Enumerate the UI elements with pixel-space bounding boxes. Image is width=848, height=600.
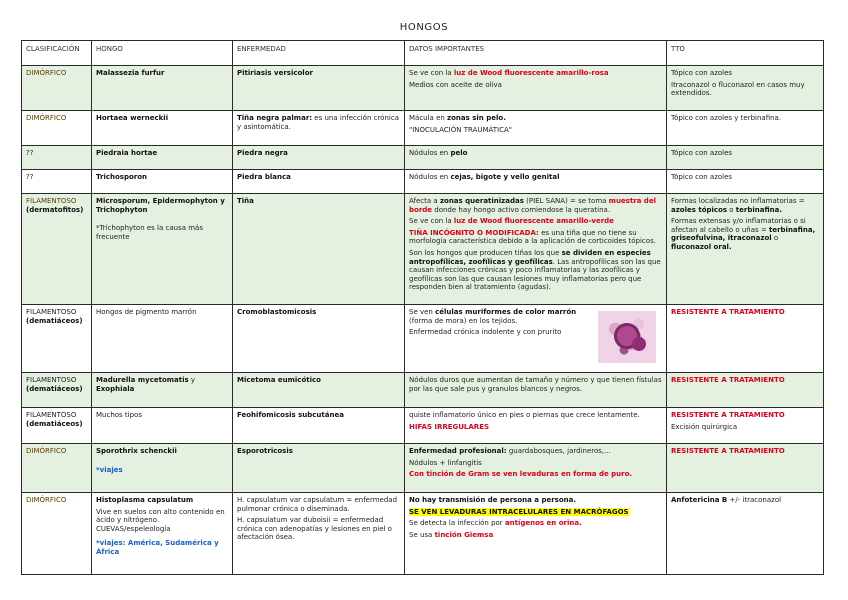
cell-enfermedad: Piedra blanca <box>233 170 405 194</box>
header-datos: DATOS IMPORTANTES <box>405 41 667 66</box>
cell-tto: RESISTENTE A TRATAMIENTO <box>667 305 824 373</box>
cell-enfermedad: Micetoma eumicótico <box>233 373 405 408</box>
header-hongo: HONGO <box>92 41 233 66</box>
cell-datos: Enfermedad profesional: guardabosques, jardineros,... Nódulos + linfangitis Con tinción de Gram se ven levaduras en forma de puro. <box>405 444 667 493</box>
table-row <box>22 170 824 194</box>
cell-enfermedad: Tiña negra palmar: es una infección crónica y asintomática. <box>233 111 405 146</box>
cell-datos: quiste inflamatorio único en pies o piernas que crece lentamente. HIFAS IRREGULARES <box>405 408 667 444</box>
table-row <box>22 66 824 111</box>
cell-clasificacion: DIMÓRFICO <box>22 493 92 575</box>
cell-hongo: Histoplasma capsulatum Vive en suelos con alto contenido en ácido y nitrógeno. CUEVAS/espeleología *viajes: América, Sudamérica y África <box>92 493 233 575</box>
cell-tto: Anfotericina B +/- itraconazol <box>667 493 824 575</box>
cell-clasificacion: ?? <box>22 146 92 170</box>
fungi-table <box>21 40 824 575</box>
cell-tto: Tópico con azoles <box>667 170 824 194</box>
cell-clasificacion: DIMÓRFICO <box>22 111 92 146</box>
cell-enfermedad: Tiña <box>233 194 405 305</box>
table-header-row <box>22 41 824 66</box>
cell-clasificacion: ?? <box>22 170 92 194</box>
cell-clasificacion: FILAMENTOSO (dematiáceos) <box>22 305 92 373</box>
cell-hongo: Trichosporon <box>92 170 233 194</box>
page-title: HONGOS <box>399 22 449 33</box>
cell-enfermedad: H. capsulatum var capsulatum = enfermedad pulmonar crónica o diseminada. H. capsulatum var duboisii = enfermedad crónica con adenopatías y lesiones en piel o afectación ósea. <box>233 493 405 575</box>
cell-hongo: Muchos tipos <box>92 408 233 444</box>
cell-hongo: Sporothrix schenckii *viajes <box>92 444 233 493</box>
header-tto: TTO <box>667 41 824 66</box>
cell-enfermedad: Feohifomicosis subcutánea <box>233 408 405 444</box>
cell-datos: Se ve con la luz de Wood fluorescente amarillo-rosa Medios con aceite de oliva <box>405 66 667 111</box>
cell-datos: Se ven células muriformes de color marrón (forma de mora) en los tejidos. Enfermedad crónica indolente y con prurito <box>405 305 667 373</box>
cell-tto: Tópico con azoles <box>667 146 824 170</box>
cell-hongo: Hongos de pigmento marrón <box>92 305 233 373</box>
cell-hongo: Hortaea werneckii <box>92 111 233 146</box>
table-row <box>22 194 824 305</box>
cell-enfermedad: Piedra negra <box>233 146 405 170</box>
cell-clasificacion: FILAMENTOSO (dermatofitos) <box>22 194 92 305</box>
cell-enfermedad: Cromoblastomicosis <box>233 305 405 373</box>
cell-clasificacion: DIMÓRFICO <box>22 66 92 111</box>
cell-enfermedad: Esporotricosis <box>233 444 405 493</box>
table-row <box>22 146 824 170</box>
table-row <box>22 444 824 493</box>
table-row <box>22 305 824 373</box>
header-clasificacion: CLASIFICACIÓN <box>22 41 92 66</box>
cell-clasificacion: DIMÓRFICO <box>22 444 92 493</box>
cell-datos: Mácula en zonas sin pelo. "INOCULACIÓN TRAUMÁTICA" <box>405 111 667 146</box>
cell-tto: RESISTENTE A TRATAMIENTO Excisión quirúrgica <box>667 408 824 444</box>
header-enfermedad: ENFERMEDAD <box>233 41 405 66</box>
cell-tto: RESISTENTE A TRATAMIENTO <box>667 444 824 493</box>
cell-datos: No hay transmisión de persona a persona. SE VEN LEVADURAS INTRACELULARES EN MACRÓFAGOS Se detecta la infección por antígenos en orina. Se usa tinción Giemsa <box>405 493 667 575</box>
cell-clasificacion: FILAMENTOSO (dematiáceos) <box>22 373 92 408</box>
cell-hongo: Microsporum, Epidermophyton y Trichophyton *Trichophyton es la causa más frecuente <box>92 194 233 305</box>
cell-tto: Tópico con azoles y terbinafina. <box>667 111 824 146</box>
cell-tto: Formas localizadas no inflamatorias = azoles tópicos o terbinafina. Formas extensas y/o inflamatorias o si afectan al cabello o uñas = terbinafina, griseofulvina, itraconazol o fluconazol oral. <box>667 194 824 305</box>
cell-tto: Tópico con azoles Itraconazol o fluconazol en casos muy extendidos. <box>667 66 824 111</box>
table-row <box>22 408 824 444</box>
cell-datos: Nódulos duros que aumentan de tamaño y número y que tienen fístulas por las que sale pus y granulos blancos y negros. <box>405 373 667 408</box>
cell-clasificacion: FILAMENTOSO (dematiáceos) <box>22 408 92 444</box>
cell-datos: Nódulos en pelo <box>405 146 667 170</box>
cell-enfermedad: Pitiriasis versicolor <box>233 66 405 111</box>
cell-datos: Nódulos en cejas, bigote y vello genital <box>405 170 667 194</box>
cell-tto: RESISTENTE A TRATAMIENTO <box>667 373 824 408</box>
table-row <box>22 111 824 146</box>
cell-datos: Afecta a zonas queratinizadas (PIEL SANA) = se toma muestra del borde donde hay hongo activo comiendose la queratina. Se ve con la luz de Wood fluorescente amarillo-verde TIÑA INCÓGNITO O MODIFICADA: es una tiña que no tiene su morfología característica debido a la aplicación de corticoides tópicos. Son los hongos que producen tiñas los que se dividen en especies antropofílicas, zoofílicas y geofílicas. Las antropofílicas son las que causan infecciones crónicas y poco inflamatorias y las zoofílicas y geofílicas son las que causan lesiones muy inflamatorias pero que responden bien al tratamiento (agudas). <box>405 194 667 305</box>
muriform-cells-micrograph <box>598 311 656 363</box>
cell-hongo: Madurella mycetomatis y Exophiala <box>92 373 233 408</box>
cell-hongo: Piedraia hortae <box>92 146 233 170</box>
table-row <box>22 373 824 408</box>
cell-hongo: Malassezia furfur <box>92 66 233 111</box>
table-row <box>22 493 824 575</box>
